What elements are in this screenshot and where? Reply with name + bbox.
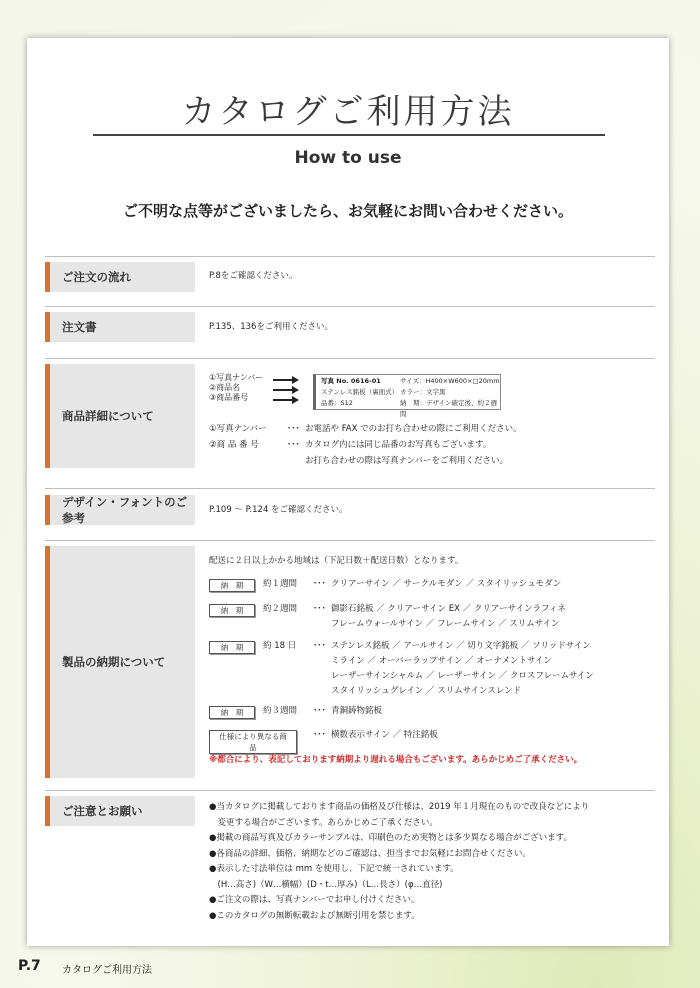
delivery-dots: ･･･ [313, 706, 326, 716]
delivery-intro: 配送に２日以上かかる地域は（下記日数＋配送日数）となります。 [209, 556, 464, 566]
notice-line: ●当カタログに掲載しております商品の価格及び仕様は、2019 年１月現在のもので改良などにより [209, 802, 590, 812]
delivery-item-line: クリアーサイン ／ サークルモダン ／ スタイリッシュモダン [331, 579, 562, 589]
section-divider [45, 540, 655, 541]
notice-line: ●掲載の商品写真及びカラーサンプルは、印刷色のため実物とは多少異なる場合がございます。 [209, 833, 572, 843]
page-number: P.7 [18, 958, 41, 974]
note-row [209, 437, 629, 453]
card-photo-number: 写真 No. 0616-01 [321, 377, 381, 385]
flow-text: P.8をご確認ください。 [209, 271, 298, 281]
card-product-code: 品番：S12 [321, 399, 353, 407]
page-subtitle: How to use [294, 148, 402, 168]
delivery-dots: ･･･ [313, 730, 326, 740]
section-divider [45, 306, 655, 307]
delivery-tag: 納 期 [209, 579, 255, 592]
delivery-days: 約２週間 [263, 604, 298, 614]
delivery-tag: 納 期 [209, 641, 255, 654]
delivery-days: 約 18 日 [263, 641, 297, 651]
card-size: サイズ：H400×W600×□20mm [400, 377, 500, 385]
arrow-right-icon [292, 386, 299, 394]
delivery-item-line: レーザーサインシャルム ／ レーザーサイン ／ クロスフレームサイン [331, 671, 594, 681]
notice-list [209, 800, 649, 924]
product-sample-card [313, 374, 501, 418]
section-label-design: デザイン・フォントのご参考 [45, 495, 195, 525]
catalog-page [27, 38, 669, 946]
delivery-item-line: フレームウォールサイン ／ フレームサイン ／ スリムサイン [331, 619, 560, 629]
note-term: ①写真ナンバー [209, 424, 267, 434]
legend-photo-number: ①写真ナンバー [209, 373, 264, 382]
note-cont: お打ち合わせの際は写真ナンバーをご利用ください。 [305, 456, 508, 466]
delivery-item-line: 青銅鋳物銘板 [331, 706, 383, 716]
details-notes [209, 421, 629, 469]
lead-text: ご不明な点等がございましたら、お気軽にお問い合わせください。 [122, 202, 573, 220]
note-row [209, 421, 629, 437]
note-text: カタログ内には同じ品番のお写真もございます。 [305, 440, 492, 450]
delivery-tag: 仕様により異なる商品 [209, 730, 297, 754]
details-legend [209, 373, 263, 403]
card-color: カラー：文字黒 [400, 388, 446, 396]
notice-line: ●各商品の詳細、価格、納期などのご確認は、担当までお気軽にお問合せください。 [209, 848, 531, 859]
arrow-line [273, 399, 293, 401]
delivery-item-line: ステンレス銘板 ／ アールサイン ／ 切り文字銘板 ／ ソリッドサイン [331, 641, 591, 651]
delivery-dots: ･･･ [313, 641, 326, 651]
legend-product-name: ②商品名 [209, 383, 241, 392]
notice-line: ●このカタログの無断転載および無断引用を禁じます。 [209, 910, 420, 921]
delivery-item-line: 横数表示サイン ／ 特注銘板 [331, 730, 438, 740]
arrow-line [273, 389, 293, 391]
section-divider [45, 256, 655, 257]
order-form-text: P.135、136をご利用ください。 [209, 322, 333, 332]
note-text: お電話や FAX でのお打ち合わせの際にご利用ください。 [305, 424, 522, 434]
section-label-order-form: 注文書 [45, 312, 195, 342]
note-term: ②商 品 番 号 [209, 440, 259, 450]
delivery-tag: 納 期 [209, 604, 255, 617]
design-text: P.109 ～ P.124 をご確認ください。 [209, 505, 348, 515]
section-label-details: 商品詳細について [45, 364, 195, 468]
note-dots: ･･･ [287, 440, 300, 450]
section-label-notice: ご注意とお願い [45, 796, 195, 826]
note-dots: ･･･ [287, 424, 300, 434]
section-label-flow: ご注文の流れ [45, 262, 195, 292]
notice-line: ●表示した寸法単位は mm を使用し、下記で統一されています。 [209, 864, 459, 874]
delivery-item-line: ミライン ／ オーバーラップサイン ／ オーナメントサイン [331, 656, 552, 666]
section-label-delivery: 製品の納期について [45, 546, 195, 778]
arrow-line [273, 379, 293, 381]
delivery-dots: ･･･ [313, 604, 326, 614]
delivery-dots: ･･･ [313, 579, 326, 589]
page-title: カタログご利用方法 [181, 92, 515, 132]
delivery-days: 約３週間 [263, 706, 298, 716]
footer-title: カタログご利用方法 [62, 965, 152, 976]
delivery-warning: ※都合により、表記しております納期より遅れる場合もございます。あらかじめご了承ください。 [209, 755, 583, 765]
arrow-right-icon [292, 376, 299, 384]
arrow-right-icon [292, 396, 299, 404]
title-rule [93, 134, 605, 136]
card-delivery: 納 期：デザイン確定後、約２週間 [400, 399, 498, 418]
notice-line: 変更する場合がございます。あらかじめご了承ください。 [209, 817, 438, 828]
delivery-item-line: スタイリッシュグレイン ／ スリムサインスレンド [331, 686, 522, 696]
delivery-days: 約１週間 [263, 579, 298, 589]
delivery-tag: 納 期 [209, 706, 255, 719]
section-divider [45, 358, 655, 359]
legend-product-code: ③商品番号 [209, 393, 249, 402]
notice-line: ●ご注文の際は、写真ナンバーでお申し付けください。 [209, 895, 420, 905]
section-divider [45, 488, 655, 489]
card-product-name: ステンレス銘板（裏面式） [321, 388, 399, 396]
notice-line: (H…高さ)（W…横幅）(D・t…厚み)（L…長さ）(φ…直径) [209, 879, 443, 890]
section-divider [45, 790, 655, 791]
delivery-item-line: 御影石銘板 ／ クリアーサイン EX ／ クリアーサインラフィネ [331, 604, 566, 614]
